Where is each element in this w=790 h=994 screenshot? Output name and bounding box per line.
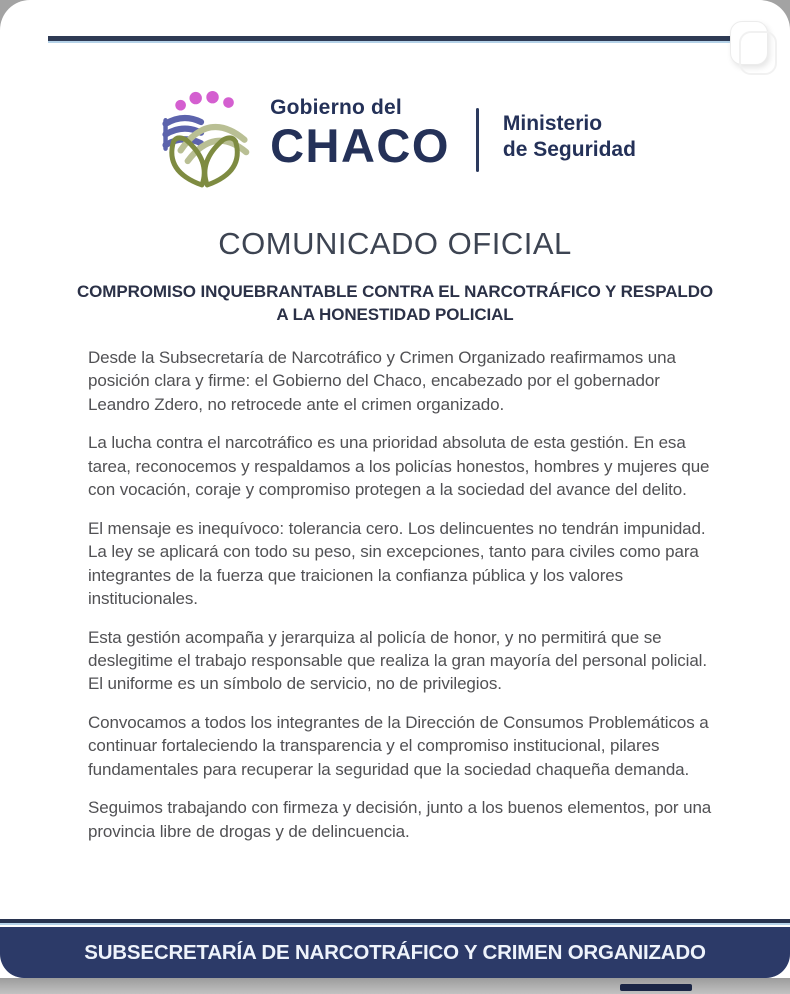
government-wordmark [270, 84, 450, 173]
ministry-wordmark [503, 84, 636, 164]
paragraph-4: Esta gestión acompaña y jerarquiza al policía de honor, y no permitirá que se deslegitime el trabajo responsable que realiza la gran mayoría del personal policial. El uniforme es un símbolo de servicio, no de privilegios. [88, 627, 707, 694]
footer-divider-rule [0, 919, 790, 923]
paragraph-5: Convocamos a todos los integrantes de la Dirección de Consumos Problemáticos a continuar fortaleciendo la transparencia y el compromiso institucional, pilares fundamentales para recuperar la seguridad que la sociedad chaqueña demanda. [88, 712, 709, 779]
paragraph-2: La lucha contra el narcotráfico es una prioridad absoluta de esta gestión. En esa tarea, reconocemos y respaldamos a los policías honestos, hombres y mujeres que con vocación, coraje y compromiso protegen a la sociedad del avance del delito. [88, 433, 710, 500]
subtitle-line2: A LA HONESTIDAD POLICIAL [276, 304, 514, 324]
header-logo-row [0, 84, 790, 192]
logo-divider [476, 108, 479, 172]
paragraph-6: Seguimos trabajando con firmeza y decisión, junto a los buenos elementos, por una provincia libre de drogas y de delincuencia. [88, 798, 712, 841]
ministry-line2: de Seguridad [502, 138, 636, 162]
ministry-line1: Ministerio [502, 112, 603, 135]
stacked-pages-icon[interactable] [730, 21, 768, 65]
paragraph-1: Desde la Subsecretaría de Narcotráfico y Crimen Organizado reafirmamos una posición clara y firme: el Gobierno del Chaco, encabezado por el gobernador Leandro Zdero, no retrocede ante el crimen organizado. [88, 348, 676, 414]
home-indicator [620, 984, 692, 991]
footer-banner [0, 927, 790, 978]
top-divider-rule [48, 36, 753, 41]
footer-banner-label: SUBSECRETARÍA DE NARCOTRÁFICO Y CRIMEN ORGANIZADO [84, 940, 706, 964]
gobierno-del-label: Gobierno del [270, 96, 402, 119]
communique-title: COMUNICADO OFICIAL [218, 226, 572, 261]
communique-body [88, 346, 720, 858]
communique-subtitle [0, 281, 790, 326]
paragraph-3: El mensaje es inequívoco: tolerancia cero. Los delincuentes no tendrán impunidad. La ley se aplicará con todo su peso, sin excepciones, tanto para civiles como para integrantes de la fuerza que traicionen la confianza pública y los valores institucionales. [88, 518, 706, 609]
subtitle-line1: COMPROMISO INQUEBRANTABLE CONTRA EL NARCOTRÁFICO Y RESPALDO [76, 282, 714, 301]
chaco-label: CHACO [270, 119, 450, 173]
chaco-emblem-icon [154, 84, 256, 192]
